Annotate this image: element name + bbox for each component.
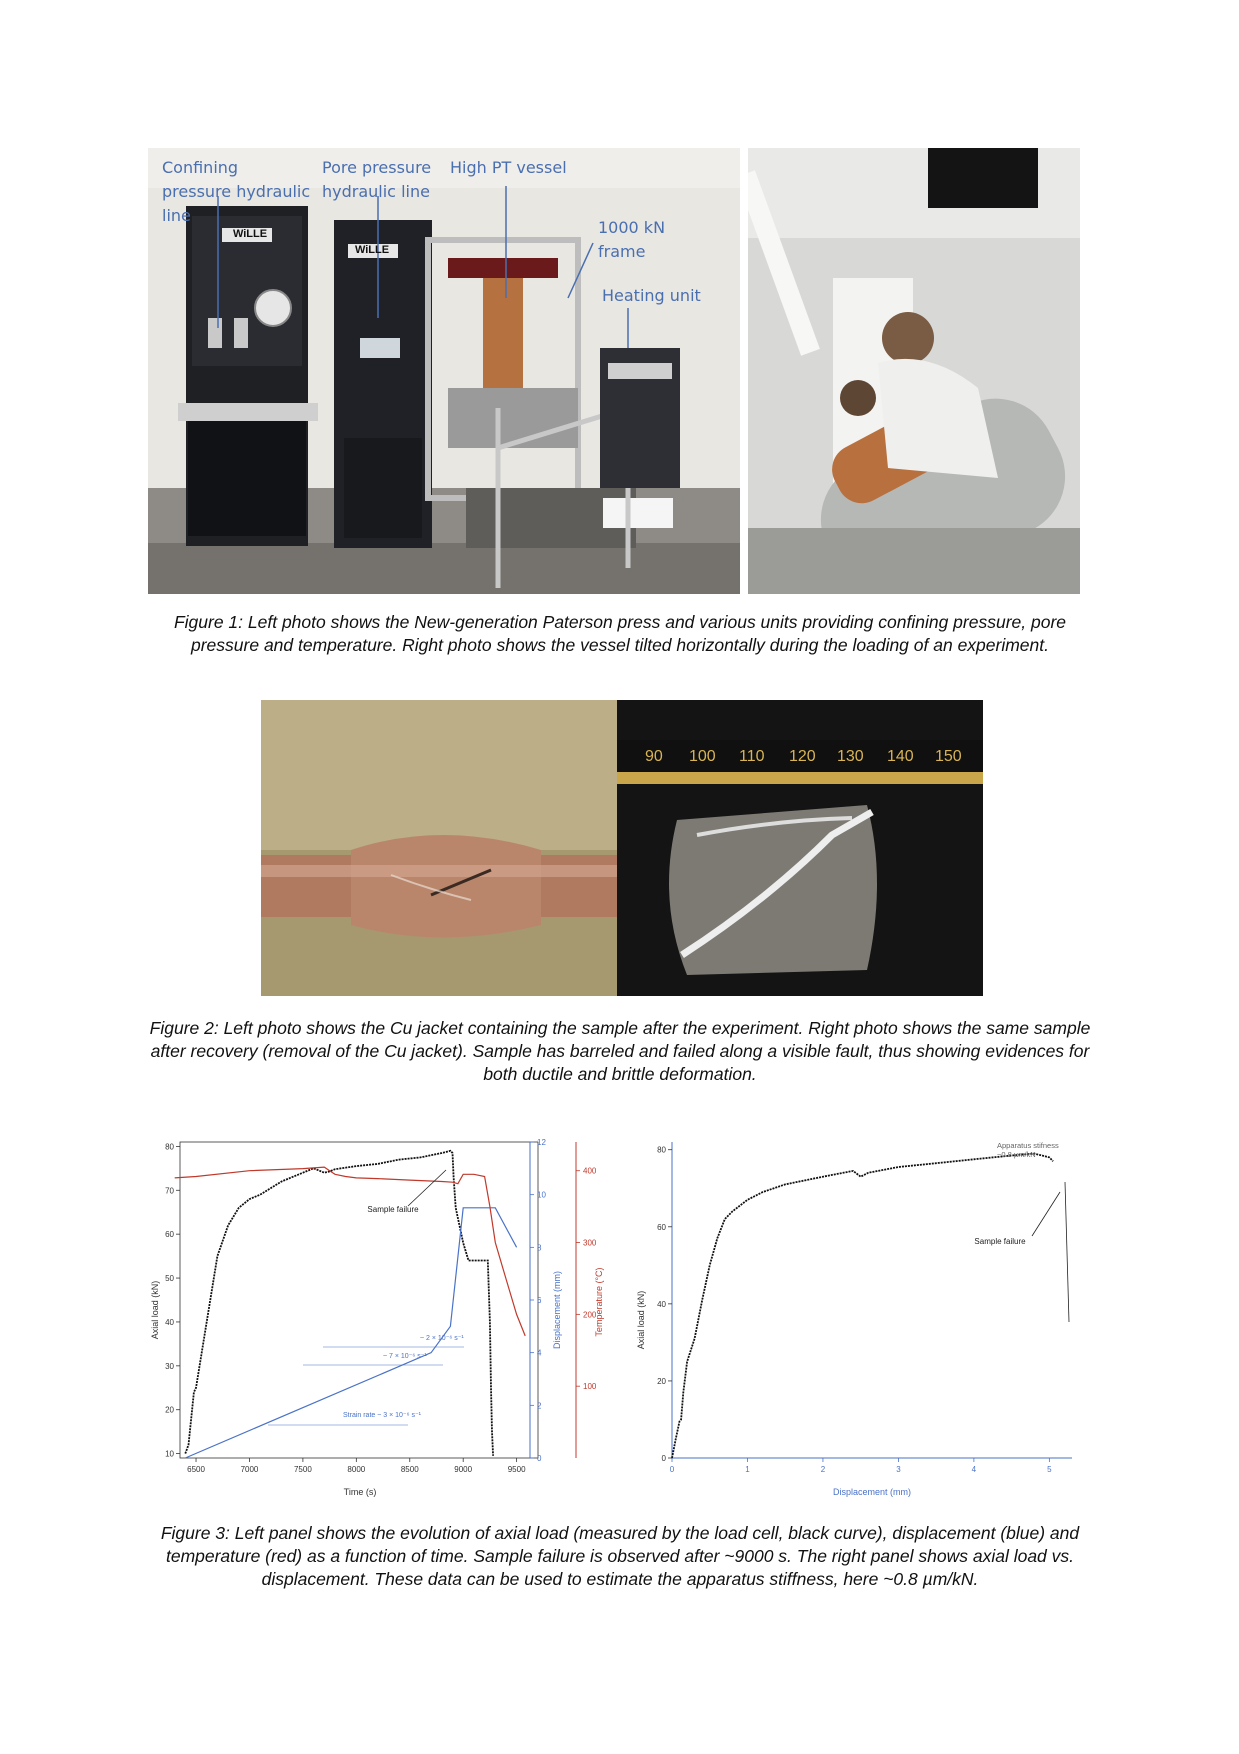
label-pore-pressure: Pore pressure hydraulic line	[322, 158, 432, 201]
cl-y3label: Temperature (°C)	[594, 1267, 604, 1337]
cr-xtick-label: 1	[745, 1465, 750, 1474]
cr-xtick-label: 2	[820, 1465, 826, 1474]
cl-xlabel: Time (s)	[343, 1487, 377, 1497]
figure3-right-chart	[632, 1130, 1092, 1500]
brand-logo-left: WiLLE	[232, 228, 268, 240]
label-heating-unit: Heating unit	[602, 286, 701, 305]
cl-rate1: ~ 2 × 10⁻⁶ s⁻¹	[420, 1335, 464, 1342]
cl-y2tick-label: 2	[537, 1401, 542, 1411]
cr-ytick-label: 80	[657, 1145, 666, 1155]
cr-ytick-label: 40	[657, 1299, 666, 1309]
ruler-tick-110: 110	[739, 748, 765, 765]
cl-ytick-label: 50	[165, 1274, 174, 1284]
cl-xtick-label: 7000	[240, 1465, 259, 1474]
cr-ylabel: Axial load (kN)	[636, 1290, 646, 1350]
cr-xtick-label: 3	[896, 1465, 901, 1474]
cl-ytick-label: 30	[165, 1361, 174, 1371]
cl-y2tick-label: 12	[537, 1138, 546, 1147]
figure1-left-photo	[148, 148, 740, 594]
cl-rate3: Strain rate ~ 3 × 10⁻⁶ s⁻¹	[343, 1412, 421, 1419]
cl-ytick-label: 70	[165, 1186, 174, 1196]
cr-stiffness-line1: Apparatus stifness	[997, 1141, 1059, 1150]
cl-series-displacement	[185, 1208, 516, 1458]
brand-logo-middle: WiLLE	[354, 244, 390, 256]
ruler-tick-90: 90	[645, 748, 663, 765]
cr-xtick-label: 0	[669, 1465, 675, 1474]
ruler-tick-140: 140	[887, 748, 914, 765]
cl-xtick-label: 9500	[507, 1465, 526, 1474]
ruler-tick-150: 150	[935, 748, 962, 765]
figure1-caption: Figure 1: Left photo shows the New-generation Paterson press and various units providing confining pressure, pore pressure and temperature. Right photo shows the vessel tilted horizontally during the loading of an experiment.	[173, 612, 1067, 655]
cr-xtick-label: 4	[971, 1465, 977, 1474]
cl-xtick-label: 9000	[454, 1465, 473, 1474]
cl-ytick-label: 10	[165, 1449, 174, 1459]
figure3-left-chart	[148, 1130, 608, 1500]
cr-stiffness-line2: ~0.8 µm/kN	[997, 1150, 1036, 1159]
cr-ytick-label: 0	[661, 1454, 666, 1463]
copper-jacket-illustration	[261, 700, 617, 996]
cl-y2tick-label: 4	[537, 1348, 542, 1358]
cr-xlabel: Displacement (mm)	[832, 1487, 912, 1497]
figure3-caption: Figure 3: Left panel shows the evolution of axial load (measured by the load cell, black curve), displacement (blue) and temperature (red) as a function of time. Sample failure is observed after ~9000 s. The right panel shows axial load vs. displacement. These data can be used to estimate the apparatus stiffness, here ~0.8 µm/kN.	[160, 1523, 1080, 1589]
cl-y2tick-label: 10	[537, 1190, 546, 1200]
cl-y3tick-label: 200	[583, 1310, 597, 1320]
figure2-left-photo	[261, 700, 617, 996]
cl-y2tick-label: 8	[537, 1243, 542, 1253]
cr-series-axial-load	[672, 1154, 1053, 1458]
cl-y3tick-label: 400	[583, 1166, 597, 1176]
cr-ytick-label: 20	[657, 1376, 666, 1386]
cl-xtick-label: 8000	[347, 1465, 366, 1474]
figure1-right-photo	[748, 148, 1080, 594]
cr-xtick-label: 5	[1047, 1465, 1052, 1474]
cl-y2tick-label: 0	[537, 1454, 542, 1463]
label-confining-pressure: Confining pressure hydraulic line	[162, 158, 311, 225]
cl-series-temperature	[175, 1167, 526, 1336]
cl-ytick-label: 80	[165, 1142, 174, 1152]
ruler-tick-100: 100	[689, 748, 716, 765]
cl-ylabel: Axial load (kN)	[150, 1280, 160, 1340]
cl-plot-frame	[180, 1142, 538, 1458]
ruler-tick-labels	[639, 748, 979, 772]
cl-rate2: ~ 7 × 10⁻⁶ s⁻¹	[383, 1353, 427, 1360]
cl-y2label: Displacement (mm)	[552, 1270, 562, 1350]
ruler-tick-120: 120	[789, 748, 816, 765]
cl-y3tick-label: 300	[583, 1238, 597, 1248]
vessel-loading-illustration	[748, 148, 1080, 594]
cl-sample-failure: Sample failure	[367, 1205, 419, 1214]
cl-ytick-label: 20	[165, 1405, 174, 1415]
cl-xtick-label: 8500	[400, 1465, 419, 1474]
cl-ytick-label: 40	[165, 1317, 174, 1327]
cl-xtick-label: 7500	[293, 1465, 312, 1474]
figure2-right-photo	[617, 700, 983, 996]
label-1000kn-frame: 1000 kN frame	[598, 218, 666, 261]
cr-ytick-label: 60	[657, 1222, 666, 1232]
cl-y3tick-label: 100	[583, 1382, 597, 1392]
cl-xtick-label: 6500	[187, 1465, 205, 1474]
label-high-pt-vessel: High PT vessel	[450, 158, 567, 177]
cl-series-axial-load	[185, 1151, 493, 1456]
recovered-sample-illustration	[617, 700, 983, 996]
cr-sample-failure: Sample failure	[974, 1237, 1026, 1246]
figure2-caption: Figure 2: Left photo shows the Cu jacket containing the sample after the experiment. Right photo shows the same sample after recovery (removal of the Cu jacket). Sample has barreled and failed along a visible fault, thus showing evidences for both ductile and brittle deformation.	[149, 1018, 1091, 1084]
cl-y2tick-label: 6	[537, 1296, 542, 1305]
cl-ytick-label: 60	[165, 1230, 174, 1240]
ruler-tick-130: 130	[837, 748, 864, 765]
